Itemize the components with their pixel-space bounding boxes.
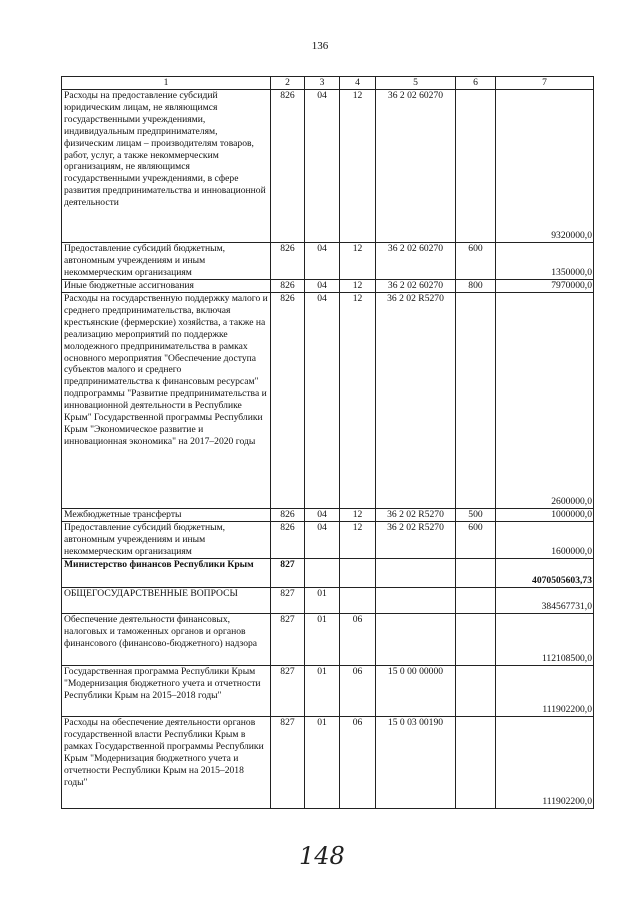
section-code: 04 <box>305 280 340 293</box>
column-header: 4 <box>340 77 376 90</box>
amount: 4070505603,73 <box>496 559 594 588</box>
column-header: 1 <box>62 77 271 90</box>
section-code: 04 <box>305 293 340 509</box>
expense-type-code: 500 <box>456 509 496 522</box>
expense-type-code: 600 <box>456 522 496 559</box>
amount: 1350000,0 <box>496 243 594 280</box>
target-article-code: 15 0 00 00000 <box>376 666 456 717</box>
amount: 7970000,0 <box>496 280 594 293</box>
column-header: 7 <box>496 77 594 90</box>
row-name: Иные бюджетные ассигнования <box>62 280 271 293</box>
amount: 112108500,0 <box>496 614 594 666</box>
row-name: ОБЩЕГОСУДАРСТВЕННЫЕ ВОПРОСЫ <box>62 588 271 614</box>
amount: 384567731,0 <box>496 588 594 614</box>
column-header: 3 <box>305 77 340 90</box>
table-row <box>62 293 594 509</box>
section-code: 04 <box>305 243 340 280</box>
row-name: Обеспечение деятельности финансовых, налоговых и таможенных органов и органов финансового (финансово-бюджетного) надзора <box>62 614 271 666</box>
row-name: Предоставление субсидий бюджетным, автономным учреждениям и иным некоммерческим организациям <box>62 243 271 280</box>
row-name: Межбюджетные трансферты <box>62 509 271 522</box>
table-row <box>62 522 594 559</box>
ministry-code: 826 <box>271 522 305 559</box>
table-row <box>62 243 594 280</box>
ministry-code: 827 <box>271 588 305 614</box>
row-name: Расходы на государственную поддержку малого и среднего предпринимательства, включая крестьянские (фермерские) хозяйства, а также на реализацию мероприятий по поддержке молодежного предпринимательства в рамках основного мероприятия "Обеспечение доступа субъектов малого и среднего предпринимательства к финансовым ресурсам" подпрограммы "Развитие предпринимательства и инновационной деятельности в Республике Крым" Государственной программы Республики Крым "Экономическое развитие и инновационная экономика" на 2017–2020 годы <box>62 293 271 509</box>
subsection-code: 12 <box>340 522 376 559</box>
row-name: Министерство финансов Республики Крым <box>62 559 271 588</box>
amount: 2600000,0 <box>496 293 594 509</box>
amount: 1600000,0 <box>496 522 594 559</box>
column-header: 6 <box>456 77 496 90</box>
table-header-row <box>62 77 594 90</box>
row-name: Расходы на предоставление субсидий юридическим лицам, не являющимся государственными учреждениями, индивидуальным предпринимателям, физическим лицам – производителям товаров, работ, услуг, а также некоммерческим организациям, не являющимся государственными учреждениями, в сфере развития предпринимательства и инновационной деятельности <box>62 90 271 243</box>
section-code <box>305 559 340 588</box>
ministry-code: 826 <box>271 280 305 293</box>
expense-type-code: 800 <box>456 280 496 293</box>
expense-type-code: 600 <box>456 243 496 280</box>
table-row <box>62 559 594 588</box>
target-article-code: 36 2 02 R5270 <box>376 522 456 559</box>
row-name: Расходы на обеспечение деятельности органов государственной власти Республики Крым в рамках Государственной программы Республики Крым "Модернизация бюджетного учета и отчетности Республики Крым на 2015–2018 годы" <box>62 717 271 809</box>
row-name: Предоставление субсидий бюджетным, автономным учреждениям и иным некоммерческим организациям <box>62 522 271 559</box>
target-article-code: 15 0 03 00190 <box>376 717 456 809</box>
subsection-code: 12 <box>340 509 376 522</box>
expense-type-code <box>456 293 496 509</box>
subsection-code: 12 <box>340 293 376 509</box>
ministry-code: 826 <box>271 90 305 243</box>
expense-type-code <box>456 614 496 666</box>
subsection-code: 12 <box>340 243 376 280</box>
target-article-code: 36 2 02 R5270 <box>376 293 456 509</box>
target-article-code <box>376 559 456 588</box>
section-code: 01 <box>305 666 340 717</box>
row-name: Государственная программа Республики Крым "Модернизация бюджетного учета и отчетности Республики Крым на 2015–2018 годы" <box>62 666 271 717</box>
page-number: 136 <box>311 40 329 52</box>
subsection-code: 12 <box>340 90 376 243</box>
subsection-code <box>340 588 376 614</box>
table-row <box>62 588 594 614</box>
expense-type-code <box>456 717 496 809</box>
handwritten-page-number <box>295 836 355 876</box>
ministry-code: 827 <box>271 614 305 666</box>
subsection-code: 06 <box>340 666 376 717</box>
ministry-code: 826 <box>271 243 305 280</box>
budget-table <box>61 76 594 809</box>
section-code: 01 <box>305 588 340 614</box>
target-article-code: 36 2 02 60270 <box>376 243 456 280</box>
target-article-code: 36 2 02 60270 <box>376 280 456 293</box>
section-code: 04 <box>305 522 340 559</box>
section-code: 04 <box>305 509 340 522</box>
table-row <box>62 717 594 809</box>
subsection-code: 06 <box>340 717 376 809</box>
ministry-code: 826 <box>271 293 305 509</box>
section-code: 04 <box>305 90 340 243</box>
amount: 1000000,0 <box>496 509 594 522</box>
amount: 111902200,0 <box>496 717 594 809</box>
ministry-code: 827 <box>271 559 305 588</box>
amount: 9320000,0 <box>496 90 594 243</box>
table-row <box>62 280 594 293</box>
table-row <box>62 509 594 522</box>
target-article-code: 36 2 02 R5270 <box>376 509 456 522</box>
section-code: 01 <box>305 717 340 809</box>
ministry-code: 827 <box>271 717 305 809</box>
ministry-code: 826 <box>271 509 305 522</box>
expense-type-code <box>456 90 496 243</box>
target-article-code <box>376 614 456 666</box>
target-article-code <box>376 588 456 614</box>
subsection-code: 06 <box>340 614 376 666</box>
table-row <box>62 666 594 717</box>
column-header: 2 <box>271 77 305 90</box>
expense-type-code <box>456 588 496 614</box>
section-code: 01 <box>305 614 340 666</box>
subsection-code: 12 <box>340 280 376 293</box>
expense-type-code <box>456 666 496 717</box>
amount: 111902200,0 <box>496 666 594 717</box>
ministry-code: 827 <box>271 666 305 717</box>
column-header: 5 <box>376 77 456 90</box>
subsection-code <box>340 559 376 588</box>
target-article-code: 36 2 02 60270 <box>376 90 456 243</box>
table-row <box>62 614 594 666</box>
handwritten-number-text: 148 <box>299 842 345 870</box>
table-row <box>62 90 594 243</box>
expense-type-code <box>456 559 496 588</box>
